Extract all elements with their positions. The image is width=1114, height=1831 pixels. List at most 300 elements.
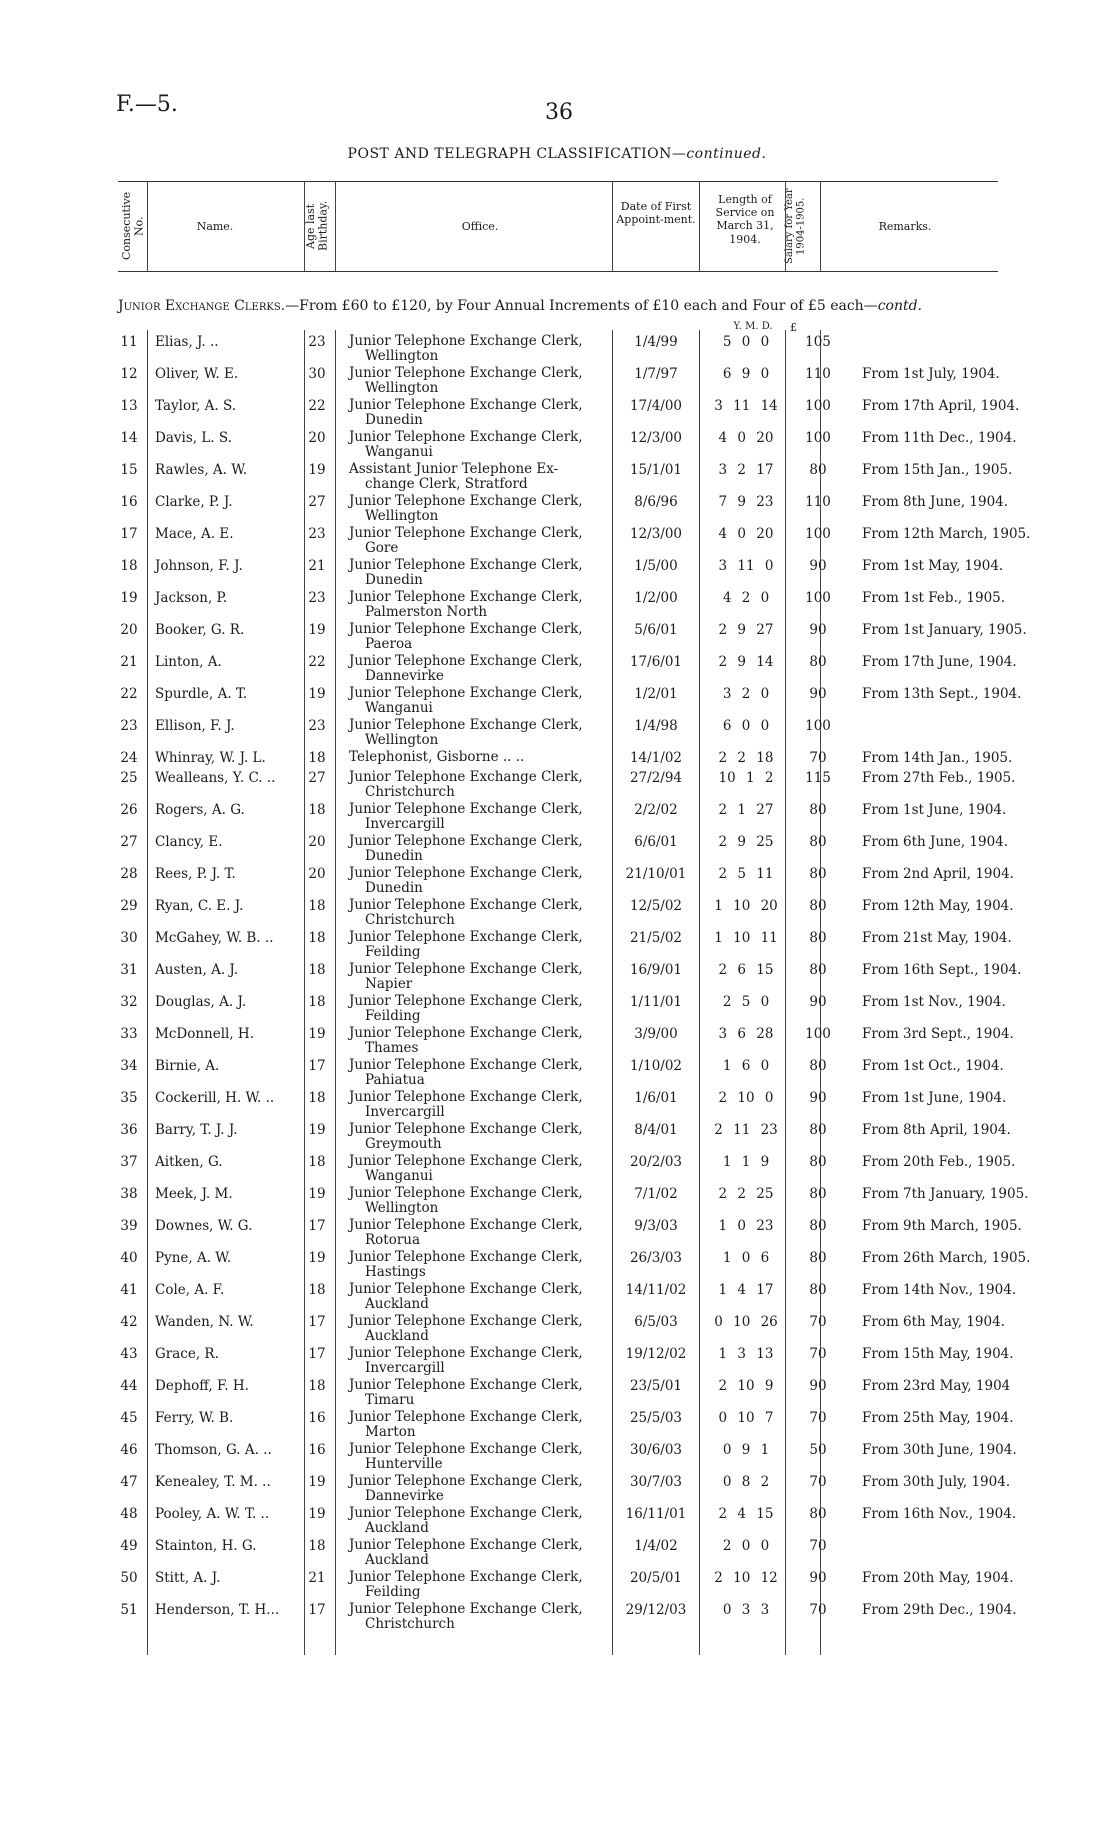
row-office-line1: Junior Telephone Exchange Clerk, bbox=[349, 1345, 583, 1361]
row-number: 25 bbox=[120, 770, 138, 786]
row-office-line2: Auckland bbox=[365, 1328, 429, 1344]
table-row bbox=[118, 1601, 1017, 1634]
row-remarks: From 6th May, 1904. bbox=[862, 1314, 1005, 1330]
row-name: Jackson, P. bbox=[155, 590, 228, 606]
row-age: 23 bbox=[308, 718, 326, 734]
row-length: 4 2 0 bbox=[722, 590, 770, 606]
row-remarks: From 11th Dec., 1904. bbox=[862, 430, 1017, 446]
row-name: Clancy, E. bbox=[155, 834, 223, 850]
row-salary: 80 bbox=[809, 898, 827, 914]
row-date: 27/2/94 bbox=[629, 770, 683, 786]
row-age: 23 bbox=[308, 526, 326, 542]
row-number: 34 bbox=[120, 1058, 138, 1074]
row-office bbox=[349, 770, 583, 800]
row-length: 1 10 20 bbox=[714, 898, 778, 914]
row-remarks: From 12th May, 1904. bbox=[862, 898, 1014, 914]
rule-v bbox=[335, 181, 336, 271]
row-office-line1: Junior Telephone Exchange Clerk, bbox=[349, 1217, 583, 1233]
row-age: 22 bbox=[308, 398, 326, 414]
row-age: 17 bbox=[308, 1314, 326, 1330]
table-row bbox=[118, 1281, 1017, 1314]
row-salary: 90 bbox=[809, 1570, 827, 1586]
row-age: 17 bbox=[308, 1058, 326, 1074]
row-number: 21 bbox=[120, 654, 138, 670]
table-row bbox=[118, 397, 1020, 430]
row-salary: 70 bbox=[809, 1602, 827, 1618]
row-office-line2: Timaru bbox=[365, 1392, 415, 1408]
table-row bbox=[118, 589, 1006, 622]
row-salary: 105 bbox=[805, 334, 831, 350]
row-number: 22 bbox=[120, 686, 138, 702]
row-length: 0 10 26 bbox=[714, 1314, 778, 1330]
row-office-line1: Junior Telephone Exchange Clerk, bbox=[349, 1377, 583, 1393]
header-name: Name. bbox=[196, 220, 234, 233]
row-salary: 80 bbox=[809, 1250, 827, 1266]
table-row bbox=[118, 1377, 1011, 1410]
row-date: 2/2/02 bbox=[634, 802, 678, 818]
row-office-line2: Dunedin bbox=[365, 412, 423, 428]
row-remarks: From 7th January, 1905. bbox=[862, 1186, 1029, 1202]
table-row bbox=[118, 1249, 1031, 1282]
row-office bbox=[349, 1090, 583, 1120]
row-number: 49 bbox=[120, 1538, 138, 1554]
row-number: 36 bbox=[120, 1122, 138, 1138]
row-length: 2 9 14 bbox=[718, 654, 774, 670]
row-name: Cockerill, H. W. .. bbox=[155, 1090, 275, 1106]
row-age: 22 bbox=[308, 654, 326, 670]
row-name: Stainton, H. G. bbox=[155, 1538, 257, 1554]
row-date: 1/5/00 bbox=[634, 558, 678, 574]
row-date: 29/12/03 bbox=[625, 1602, 687, 1618]
table-row bbox=[118, 1217, 1022, 1250]
row-number: 35 bbox=[120, 1090, 138, 1106]
row-name: Douglas, A. J. bbox=[155, 994, 247, 1010]
header-top-rule bbox=[118, 181, 998, 182]
row-office bbox=[349, 866, 583, 896]
row-number: 14 bbox=[120, 430, 138, 446]
row-name: Elias, J. .. bbox=[155, 334, 219, 350]
row-date: 20/2/03 bbox=[629, 1154, 683, 1170]
row-number: 39 bbox=[120, 1218, 138, 1234]
row-office bbox=[349, 898, 583, 928]
row-remarks: From 1st Feb., 1905. bbox=[862, 590, 1006, 606]
row-name: Wanden, N. W. bbox=[155, 1314, 254, 1330]
row-length: 1 0 23 bbox=[718, 1218, 774, 1234]
row-office-line1: Junior Telephone Exchange Clerk, bbox=[349, 1537, 583, 1553]
row-office-line1: Junior Telephone Exchange Clerk, bbox=[349, 557, 583, 573]
row-remarks: From 3rd Sept., 1904. bbox=[862, 1026, 1014, 1042]
row-date: 15/1/01 bbox=[629, 462, 683, 478]
row-office-line2: Wellington bbox=[365, 380, 439, 396]
row-office-line2: Wellington bbox=[365, 1200, 439, 1216]
row-remarks: From 1st January, 1905. bbox=[862, 622, 1027, 638]
row-office-line1: Junior Telephone Exchange Clerk, bbox=[349, 717, 583, 733]
row-length: 1 4 17 bbox=[718, 1282, 774, 1298]
row-office-line2: Feilding bbox=[365, 944, 421, 960]
row-age: 18 bbox=[308, 962, 326, 978]
row-date: 25/5/03 bbox=[629, 1410, 683, 1426]
row-age: 21 bbox=[308, 1570, 326, 1586]
table-row bbox=[118, 557, 1004, 590]
row-number: 42 bbox=[120, 1314, 138, 1330]
row-office-line1: Junior Telephone Exchange Clerk, bbox=[349, 1121, 583, 1137]
category-heading bbox=[118, 298, 922, 314]
row-office bbox=[349, 962, 583, 992]
row-number: 31 bbox=[120, 962, 138, 978]
row-office-line1: Junior Telephone Exchange Clerk, bbox=[349, 1473, 583, 1489]
table-row bbox=[118, 769, 1016, 802]
row-remarks: From 30th July, 1904. bbox=[862, 1474, 1011, 1490]
row-office-line1: Junior Telephone Exchange Clerk, bbox=[349, 1409, 583, 1425]
row-date: 12/5/02 bbox=[629, 898, 683, 914]
row-office-line2: Christchurch bbox=[365, 1616, 455, 1632]
row-office-line2: Wanganui bbox=[365, 700, 433, 716]
row-office-line1: Telephonist, Gisborne .. .. bbox=[349, 749, 525, 765]
table-row bbox=[118, 1505, 1017, 1538]
row-office-line2: Invercargill bbox=[365, 816, 445, 832]
row-date: 6/6/01 bbox=[634, 834, 678, 850]
row-office bbox=[349, 462, 558, 492]
row-salary: 50 bbox=[809, 1442, 827, 1458]
row-office-line2: Invercargill bbox=[365, 1360, 445, 1376]
row-date: 16/11/01 bbox=[625, 1506, 687, 1522]
row-office-line1: Junior Telephone Exchange Clerk, bbox=[349, 1569, 583, 1585]
row-salary: 70 bbox=[809, 1314, 827, 1330]
row-office-line1: Junior Telephone Exchange Clerk, bbox=[349, 1153, 583, 1169]
row-remarks: From 21st May, 1904. bbox=[862, 930, 1012, 946]
row-salary: 80 bbox=[809, 802, 827, 818]
row-length: 1 3 13 bbox=[718, 1346, 774, 1362]
row-salary: 90 bbox=[809, 558, 827, 574]
row-number: 30 bbox=[120, 930, 138, 946]
row-salary: 90 bbox=[809, 1378, 827, 1394]
row-salary: 80 bbox=[809, 866, 827, 882]
row-office-line2: Feilding bbox=[365, 1584, 421, 1600]
row-length: 2 4 15 bbox=[718, 1506, 774, 1522]
row-age: 19 bbox=[308, 622, 326, 638]
row-date: 23/5/01 bbox=[629, 1378, 683, 1394]
row-number: 37 bbox=[120, 1154, 138, 1170]
row-office-line1: Junior Telephone Exchange Clerk, bbox=[349, 653, 583, 669]
row-length: 2 1 27 bbox=[718, 802, 774, 818]
row-number: 50 bbox=[120, 1570, 138, 1586]
row-remarks: From 14th Nov., 1904. bbox=[862, 1282, 1017, 1298]
row-date: 30/7/03 bbox=[629, 1474, 683, 1490]
row-office bbox=[349, 686, 583, 716]
table-row bbox=[118, 653, 1017, 686]
row-office-line2: Hastings bbox=[365, 1264, 426, 1280]
row-age: 17 bbox=[308, 1218, 326, 1234]
row-age: 19 bbox=[308, 1474, 326, 1490]
row-length: 0 10 7 bbox=[718, 1410, 774, 1426]
row-length: 1 0 6 bbox=[722, 1250, 770, 1266]
row-office-line1: Junior Telephone Exchange Clerk, bbox=[349, 865, 583, 881]
row-office-line2: Napier bbox=[365, 976, 413, 992]
row-number: 51 bbox=[120, 1602, 138, 1618]
row-date: 8/4/01 bbox=[634, 1122, 678, 1138]
row-length: 5 0 0 bbox=[722, 334, 770, 350]
row-number: 32 bbox=[120, 994, 138, 1010]
row-office-line2: Marton bbox=[365, 1424, 416, 1440]
table-row bbox=[118, 1473, 1011, 1506]
row-salary: 80 bbox=[809, 462, 827, 478]
row-office bbox=[349, 994, 583, 1024]
row-office-line1: Junior Telephone Exchange Clerk, bbox=[349, 365, 583, 381]
row-name: Oliver, W. E. bbox=[155, 366, 239, 382]
row-remarks: From 17th April, 1904. bbox=[862, 398, 1020, 414]
row-name: Rawles, A. W. bbox=[155, 462, 248, 478]
row-age: 18 bbox=[308, 802, 326, 818]
row-remarks: From 13th Sept., 1904. bbox=[862, 686, 1022, 702]
row-number: 17 bbox=[120, 526, 138, 542]
row-remarks: From 1st June, 1904. bbox=[862, 1090, 1007, 1106]
row-office-line2: Dunedin bbox=[365, 848, 423, 864]
row-name: Rees, P. J. T. bbox=[155, 866, 236, 882]
row-office-line2: Pahiatua bbox=[365, 1072, 425, 1088]
row-salary: 100 bbox=[805, 430, 831, 446]
row-office-line1: Junior Telephone Exchange Clerk, bbox=[349, 1505, 583, 1521]
row-office bbox=[349, 1442, 583, 1472]
row-remarks: From 17th June, 1904. bbox=[862, 654, 1017, 670]
row-office-line1: Junior Telephone Exchange Clerk, bbox=[349, 801, 583, 817]
row-name: Ellison, F. J. bbox=[155, 718, 235, 734]
row-office-line2: Christchurch bbox=[365, 784, 455, 800]
row-office bbox=[349, 558, 583, 588]
row-remarks: From 20th May, 1904. bbox=[862, 1570, 1014, 1586]
row-length: 0 3 3 bbox=[722, 1602, 770, 1618]
table-row bbox=[118, 1025, 1014, 1058]
row-length: 2 10 9 bbox=[718, 1378, 774, 1394]
row-office bbox=[349, 1154, 583, 1184]
row-length: 2 5 11 bbox=[718, 866, 774, 882]
row-office-line1: Junior Telephone Exchange Clerk, bbox=[349, 1281, 583, 1297]
row-salary: 110 bbox=[805, 366, 831, 382]
row-remarks: From 16th Nov., 1904. bbox=[862, 1506, 1017, 1522]
row-number: 33 bbox=[120, 1026, 138, 1042]
row-date: 12/3/00 bbox=[629, 526, 683, 542]
row-remarks: From 9th March, 1905. bbox=[862, 1218, 1022, 1234]
row-number: 46 bbox=[120, 1442, 138, 1458]
row-remarks: From 14th Jan., 1905. bbox=[862, 750, 1013, 766]
row-length: 3 11 14 bbox=[714, 398, 778, 414]
row-salary: 90 bbox=[809, 622, 827, 638]
row-remarks: From 1st Oct., 1904. bbox=[862, 1058, 1004, 1074]
category-title: Junior Exchange Clerks. bbox=[118, 298, 286, 314]
row-office bbox=[349, 526, 583, 556]
row-remarks: From 16th Sept., 1904. bbox=[862, 962, 1022, 978]
row-office-line1: Junior Telephone Exchange Clerk, bbox=[349, 833, 583, 849]
row-office-line2: Wanganui bbox=[365, 444, 433, 460]
row-name: Ferry, W. B. bbox=[155, 1410, 234, 1426]
row-remarks: From 15th Jan., 1905. bbox=[862, 462, 1013, 478]
row-name: Meek, J. M. bbox=[155, 1186, 233, 1202]
row-salary: 80 bbox=[809, 654, 827, 670]
row-date: 1/2/00 bbox=[634, 590, 678, 606]
table-row bbox=[118, 961, 1022, 994]
row-length: 1 1 9 bbox=[722, 1154, 770, 1170]
row-salary: 80 bbox=[809, 930, 827, 946]
page-number: 36 bbox=[545, 100, 573, 125]
section-title bbox=[0, 146, 1114, 162]
row-age: 19 bbox=[308, 1026, 326, 1042]
row-length: 2 9 27 bbox=[718, 622, 774, 638]
row-remarks: From 1st July, 1904. bbox=[862, 366, 1000, 382]
row-office bbox=[349, 1602, 583, 1632]
row-office-line1: Junior Telephone Exchange Clerk, bbox=[349, 1057, 583, 1073]
row-office bbox=[349, 1282, 583, 1312]
row-date: 12/3/00 bbox=[629, 430, 683, 446]
row-office bbox=[349, 590, 583, 620]
row-name: Johnson, F. J. bbox=[155, 558, 243, 574]
row-name: Thomson, G. A. .. bbox=[155, 1442, 272, 1458]
row-office-line1: Junior Telephone Exchange Clerk, bbox=[349, 929, 583, 945]
row-length: 2 9 25 bbox=[718, 834, 774, 850]
category-suffix: contd. bbox=[877, 298, 923, 314]
row-name: Barry, T. J. J. bbox=[155, 1122, 238, 1138]
row-salary: 80 bbox=[809, 962, 827, 978]
row-remarks: From 1st June, 1904. bbox=[862, 802, 1007, 818]
row-name: Kenealey, T. M. .. bbox=[155, 1474, 271, 1490]
row-office bbox=[349, 1538, 583, 1568]
table-row bbox=[118, 621, 1027, 654]
table-row bbox=[118, 429, 1017, 462]
row-office-line2: change Clerk, Stratford bbox=[365, 476, 528, 492]
row-length: 2 0 0 bbox=[722, 1538, 770, 1554]
row-number: 47 bbox=[120, 1474, 138, 1490]
header-remarks: Remarks. bbox=[878, 220, 932, 233]
row-length: 0 9 1 bbox=[722, 1442, 770, 1458]
row-office bbox=[349, 622, 583, 652]
row-date: 8/6/96 bbox=[634, 494, 678, 510]
row-date: 1/6/01 bbox=[634, 1090, 678, 1106]
row-name: Austen, A. J. bbox=[155, 962, 239, 978]
row-age: 18 bbox=[308, 1282, 326, 1298]
row-number: 45 bbox=[120, 1410, 138, 1426]
row-office-line2: Dannevirke bbox=[365, 668, 444, 684]
row-office-line2: Dunedin bbox=[365, 880, 423, 896]
row-age: 18 bbox=[308, 994, 326, 1010]
row-number: 28 bbox=[120, 866, 138, 882]
row-office-line2: Palmerston North bbox=[365, 604, 488, 620]
row-length: 6 9 0 bbox=[722, 366, 770, 382]
row-number: 44 bbox=[120, 1378, 138, 1394]
row-salary: 100 bbox=[805, 590, 831, 606]
row-date: 1/7/97 bbox=[634, 366, 678, 382]
row-name: Dephoff, F. H. bbox=[155, 1378, 249, 1394]
table-row bbox=[118, 525, 1031, 558]
row-name: Clarke, P. J. bbox=[155, 494, 233, 510]
row-office bbox=[349, 1314, 583, 1344]
row-date: 5/6/01 bbox=[634, 622, 678, 638]
row-salary: 80 bbox=[809, 1186, 827, 1202]
row-age: 17 bbox=[308, 1602, 326, 1618]
row-office bbox=[349, 834, 583, 864]
row-number: 38 bbox=[120, 1186, 138, 1202]
row-length: 0 8 2 bbox=[722, 1474, 770, 1490]
row-salary: 115 bbox=[805, 770, 831, 786]
row-office-line1: Assistant Junior Telephone Ex- bbox=[349, 461, 559, 477]
row-length: 3 11 0 bbox=[718, 558, 774, 574]
row-name: Birnie, A. bbox=[155, 1058, 220, 1074]
row-age: 27 bbox=[308, 770, 326, 786]
header-office: Office. bbox=[461, 220, 499, 233]
row-remarks: From 25th May, 1904. bbox=[862, 1410, 1014, 1426]
row-office-line1: Junior Telephone Exchange Clerk, bbox=[349, 621, 583, 637]
row-number: 12 bbox=[120, 366, 138, 382]
row-age: 19 bbox=[308, 462, 326, 478]
row-name: Downes, W. G. bbox=[155, 1218, 253, 1234]
row-office-line2: Wellington bbox=[365, 348, 439, 364]
row-office-line2: Paeroa bbox=[365, 636, 413, 652]
row-remarks: From 23rd May, 1904 bbox=[862, 1378, 1011, 1394]
row-salary: 100 bbox=[805, 526, 831, 542]
row-length: 3 2 17 bbox=[718, 462, 774, 478]
row-date: 3/9/00 bbox=[634, 1026, 678, 1042]
rule-v bbox=[304, 181, 305, 271]
header-consecutive-no: Consecutive No. bbox=[120, 191, 146, 261]
row-age: 18 bbox=[308, 930, 326, 946]
row-date: 21/10/01 bbox=[625, 866, 687, 882]
table-row bbox=[118, 366, 998, 398]
row-name: Pooley, A. W. T. .. bbox=[155, 1506, 270, 1522]
row-office-line1: Junior Telephone Exchange Clerk, bbox=[349, 769, 583, 785]
rule-v bbox=[147, 181, 148, 271]
row-number: 24 bbox=[120, 750, 138, 766]
table-row bbox=[118, 685, 1022, 718]
row-date: 19/12/02 bbox=[625, 1346, 687, 1362]
section-title-suffix: continued. bbox=[686, 146, 767, 162]
row-salary: 100 bbox=[805, 398, 831, 414]
table-row bbox=[118, 1345, 1014, 1378]
row-name: Pyne, A. W. bbox=[155, 1250, 232, 1266]
row-office-line2: Thames bbox=[365, 1040, 419, 1056]
row-number: 29 bbox=[120, 898, 138, 914]
row-salary: 80 bbox=[809, 1058, 827, 1074]
row-office-line2: Auckland bbox=[365, 1552, 429, 1568]
row-length: 1 10 11 bbox=[714, 930, 778, 946]
row-age: 20 bbox=[308, 834, 326, 850]
row-office bbox=[349, 1058, 583, 1088]
row-office-line2: Wellington bbox=[365, 732, 439, 748]
row-office bbox=[349, 334, 583, 364]
row-office-line2: Dannevirke bbox=[365, 1488, 444, 1504]
row-name: Whinray, W. J. L. bbox=[155, 750, 266, 766]
row-age: 17 bbox=[308, 1346, 326, 1362]
row-name: Ryan, C. E. J. bbox=[155, 898, 244, 914]
row-number: 27 bbox=[120, 834, 138, 850]
row-date: 1/2/01 bbox=[634, 686, 678, 702]
row-age: 20 bbox=[308, 430, 326, 446]
row-age: 16 bbox=[308, 1442, 326, 1458]
page-reference: F.—5. bbox=[116, 92, 178, 117]
row-salary: 80 bbox=[809, 1154, 827, 1170]
row-name: Henderson, T. H... bbox=[155, 1602, 280, 1618]
row-date: 30/6/03 bbox=[629, 1442, 683, 1458]
row-office-line1: Junior Telephone Exchange Clerk, bbox=[349, 429, 583, 445]
row-name: Aitken, G. bbox=[155, 1154, 223, 1170]
row-length: 2 10 0 bbox=[718, 1090, 774, 1106]
row-name: Linton, A. bbox=[155, 654, 222, 670]
row-date: 20/5/01 bbox=[629, 1570, 683, 1586]
row-length: 2 2 18 bbox=[718, 750, 774, 766]
row-name: Davis, L. S. bbox=[155, 430, 232, 446]
table-row bbox=[118, 334, 998, 366]
row-office bbox=[349, 1570, 583, 1600]
row-salary: 70 bbox=[809, 1474, 827, 1490]
row-number: 41 bbox=[120, 1282, 138, 1298]
row-length: 1 6 0 bbox=[722, 1058, 770, 1074]
row-office bbox=[349, 430, 583, 460]
